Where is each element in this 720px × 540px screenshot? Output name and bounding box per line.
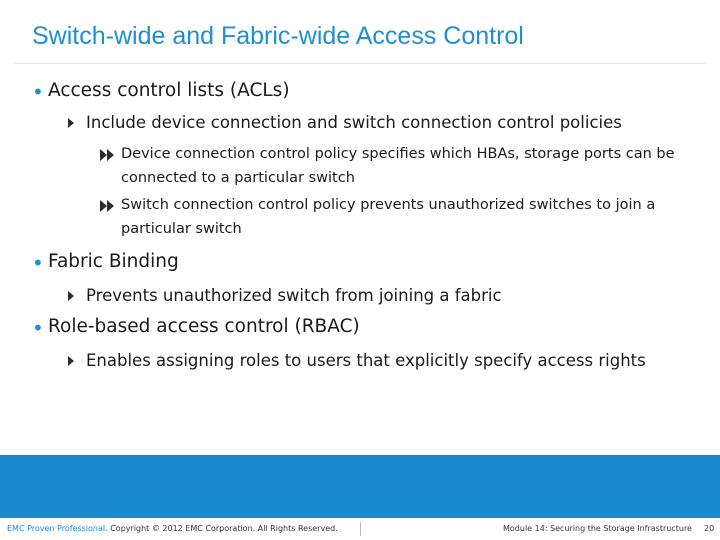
double-arrow-bullet-icon bbox=[100, 149, 116, 161]
bullet-marker: • bbox=[32, 80, 44, 104]
footer-band bbox=[0, 455, 720, 518]
bullet-fabric-binding: Fabric Binding bbox=[48, 251, 179, 272]
arrow-bullet-icon bbox=[68, 291, 74, 301]
double-arrow-bullet-icon bbox=[100, 200, 116, 212]
footer-brand: EMC Proven Professional. bbox=[7, 524, 108, 533]
footer-module: Module 14: Securing the Storage Infrastructure bbox=[503, 524, 692, 533]
page-number: 20 bbox=[704, 524, 715, 533]
bullet-marker: • bbox=[32, 316, 44, 340]
sub-sub-bullet-switch-policy: Switch connection control policy prevents unauthorized switches to join a particular switch bbox=[121, 197, 656, 237]
sub-sub-bullet-device-policy: Device connection control policy specifies which HBAs, storage ports can be connected to a particular switch bbox=[121, 146, 675, 186]
footer-divider bbox=[360, 522, 361, 536]
title-divider bbox=[14, 63, 706, 64]
bullet-marker: • bbox=[32, 251, 44, 275]
bullet-acl: Access control lists (ACLs) bbox=[48, 80, 290, 101]
sub-bullet-acl-policies: Include device connection and switch connection control policies bbox=[86, 113, 622, 132]
bullet-rbac: Role-based access control (RBAC) bbox=[48, 316, 360, 337]
sub-bullet-rbac: Enables assigning roles to users that explicitly specify access rights bbox=[86, 351, 646, 370]
slide-title: Switch-wide and Fabric-wide Access Control bbox=[32, 22, 524, 50]
sub-bullet-fabric-binding: Prevents unauthorized switch from joining a fabric bbox=[86, 286, 502, 305]
arrow-bullet-icon bbox=[68, 356, 74, 366]
arrow-bullet-icon bbox=[68, 118, 74, 128]
footer-copyright-text: Copyright © 2012 EMC Corporation. All Rights Reserved. bbox=[107, 524, 338, 533]
footer-copyright bbox=[7, 524, 338, 533]
